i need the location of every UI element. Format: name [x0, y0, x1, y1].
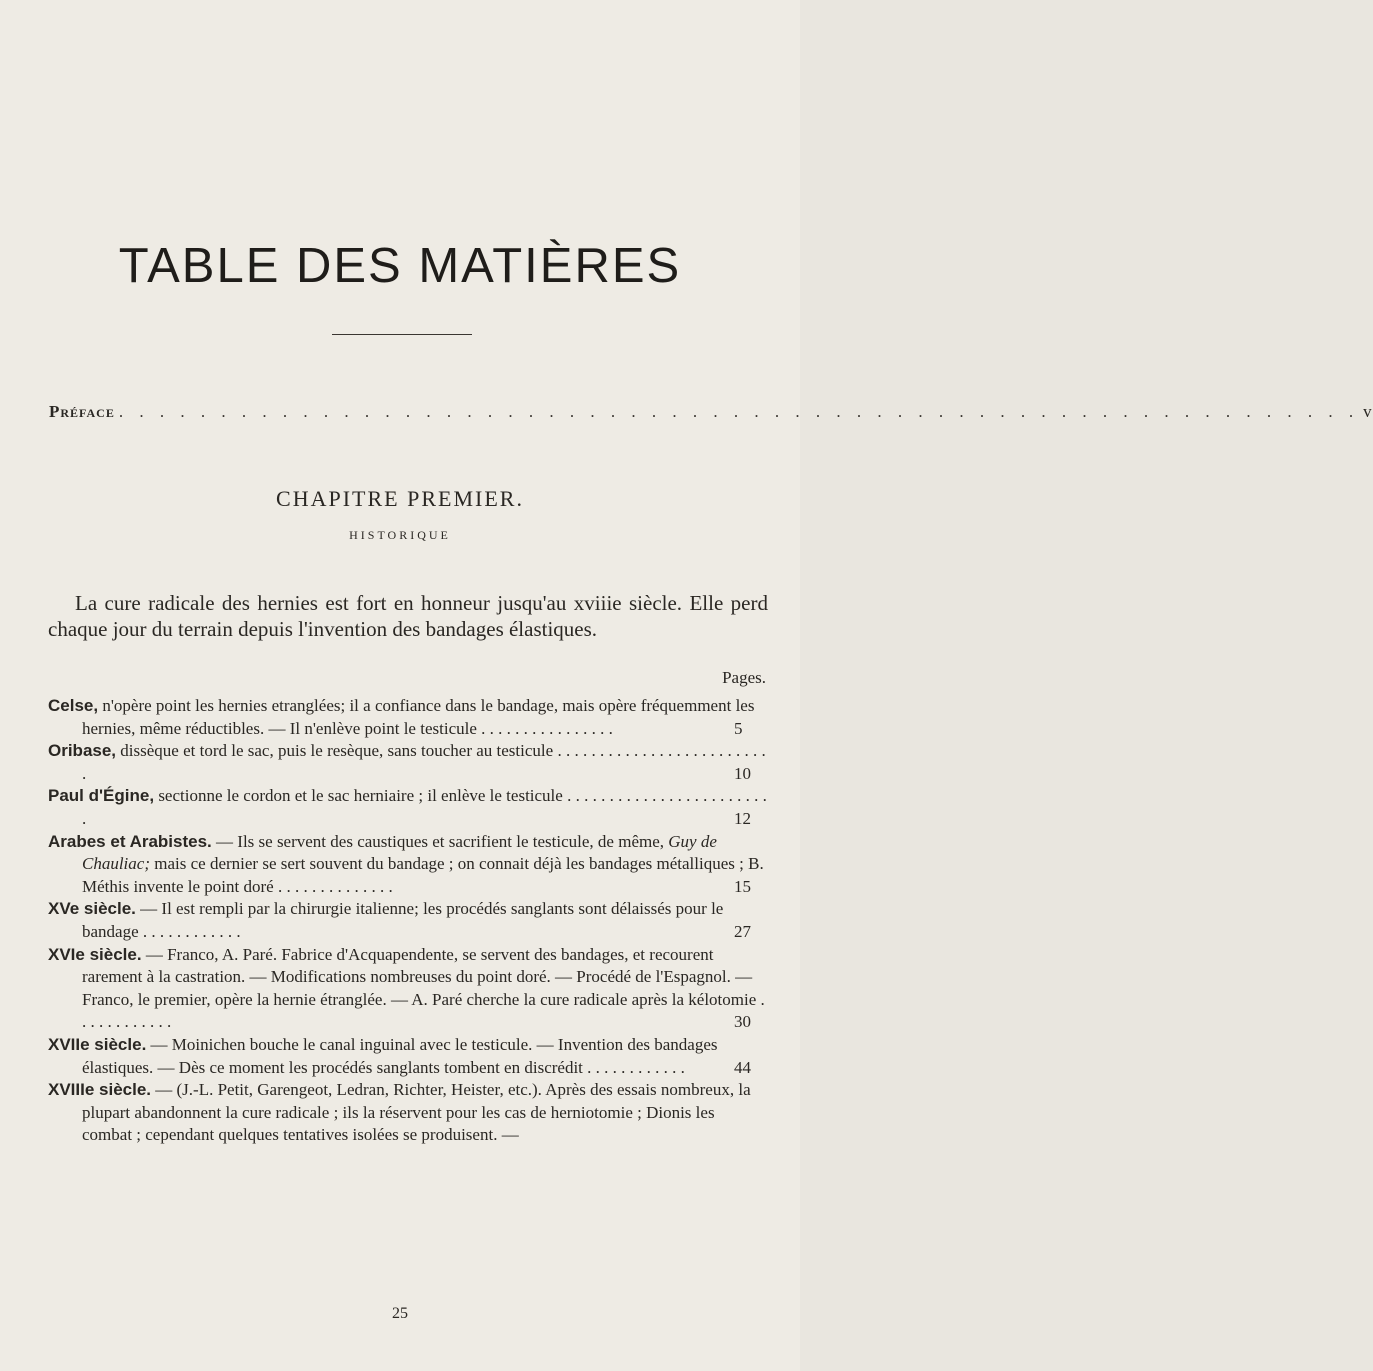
entry-emphasis: Guy de Chauliac; — [82, 831, 717, 874]
entry-body: dissèque et tord le sac, puis le resèque, sans toucher au testicule — [120, 741, 554, 761]
leader-dots: . . . . . . . . . . . . . . — [277, 876, 393, 896]
toc-entry: XVe siècle. — Il est rempli par la chirurgie italienne; les procédés sanglants sont délaissés pour le bandage . . . . . . . . . . . . 27 — [48, 899, 751, 941]
entry-head: Arabes et Arabistes. — [48, 831, 212, 851]
toc-entry: Celse, n'opère point les hernies etranglées; il a confiance dans le bandage, mais opère fréquemment les hernies, même réductibles. — Il n'enlève point le testicule . . . . . . . . . . . . . . . . 5 — [48, 696, 755, 738]
chapter-subheading: HISTORIQUE — [349, 528, 451, 542]
toc-entry: Paul d'Égine, sectionne le cordon et le sac herniaire ; il enlève le testicule . . . . . . . . . . . . . . . . . . . . . . . . . 12 — [48, 786, 767, 828]
entry-body: sectionne le cordon et le sac herniaire ; il enlève le testicule — [158, 786, 563, 806]
entry-body: — Ils se servent des caustiques et sacrifient le testicule, de même, — [216, 831, 665, 851]
preface-label: Préface — [49, 402, 115, 421]
leader-dots: . . . . . . . . . . . . . . . . . . . . . . . . . — [82, 786, 767, 828]
entry-body: — Il est rempli par la chirurgie italienne; les procédés sanglants sont délaissés pour le bandage — [82, 899, 724, 941]
leader-dots: . . . . . . . . . . . . — [142, 921, 241, 941]
chapter-intro — [48, 590, 768, 642]
entry-body: — Moinichen bouche le canal inguinal avec le testicule. — Invention des bandages élastiques. — Dès ce moment les procédés sanglants tombent en discrédit — [82, 1034, 718, 1077]
entry-body: mais ce dernier se sert souvent du bandage ; on connait déjà les bandages métalliques ; B. Méthis invente le point doré — [82, 854, 764, 896]
page-title: TABLE DES MATIÈRES — [118, 239, 682, 293]
entry-head: XVIIe siècle. — [48, 1034, 147, 1054]
entry-body: — (J.-L. Petit, Garengeot, Ledran, Richter, Heister, etc.). Après des essais nombreux, la plupart abandonnent la cure radicale ; ils la réservent pour les cas de herniotomie ; Dionis les combat ; cependant quelques tentatives isolées se produisent. — — [82, 1080, 751, 1145]
entry-head: XVe siècle. — [48, 899, 136, 919]
preface-entry — [49, 402, 1373, 422]
leader-dots: . . . . . . . . . . . . . . . . — [481, 718, 613, 738]
leader-dots: . . . . . . . . . . . . . . . . . . . . . . . . . . . . . . . . . . . . . . . . . . . . . . . . . . . . . . . . . . . . . — [118, 402, 1360, 421]
page-folio: 25 — [392, 1305, 408, 1322]
leader-dots: . . . . . . . . . . . . — [82, 989, 765, 1032]
toc-entry — [48, 1079, 768, 1147]
leader-dots: . . . . . . . . . . . . — [587, 1057, 685, 1077]
entry-head: Oribase, — [48, 741, 117, 761]
pages-column-label: Pages. — [722, 668, 766, 687]
entry-body: n'opère point les hernies etranglées; il a confiance dans le bandage, mais opère fréquemment les hernies, même réductibles. — Il n'enlève point le testicule — [82, 696, 755, 738]
toc-entry: Arabes et Arabistes. — Ils se servent des caustiques et sacrifient le testicule, de même, Guy de Chauliac; mais ce dernier se sert souvent du bandage ; on connait déjà les bandages métalliques ; B. Méthis invente le point doré . . . . . . . . . . . . . . 15 — [48, 831, 764, 896]
preface-page: v — [1363, 402, 1373, 421]
entry-head: XVIIIe siècle. — [48, 1080, 152, 1100]
entry-head: Paul d'Égine, — [48, 786, 155, 806]
toc-entries — [48, 695, 768, 1147]
entry-head: Celse, — [48, 696, 99, 715]
title-rule — [332, 334, 472, 335]
leader-dots: . . . . . . . . . . . . . . . . . . . . . . . . . . — [82, 741, 766, 783]
intro-text: La cure radicale des hernies est fort en honneur jusqu'au xviiie siècle. Elle perd chaque jour du terrain depuis l'invention des bandages élastiques. — [48, 591, 768, 641]
toc-entry: XVIIe siècle. — Moinichen bouche le canal inguinal avec le testicule. — Invention des bandages élastiques. — Dès ce moment les procédés sanglants tombent en discrédit . . . . . . . . . . . . 44 — [48, 1034, 751, 1077]
entry-head: XVIe siècle. — [48, 944, 142, 964]
toc-entry: Oribase, dissèque et tord le sac, puis le resèque, sans toucher au testicule . . . . . . . . . . . . . . . . . . . . . . . . . . 10 — [48, 741, 766, 783]
toc-entry: XVIe siècle. — Franco, A. Paré. Fabrice d'Acquapendente, se servent des bandages, et recourent rarement à la castration. — Modifications nombreuses du point doré. — Procédé de l'Espagnol. — Franco, le premier, opère la hernie étranglée. — A. Paré cherche la cure radicale après la kélotomie . . . . . . . . . . . . 30 — [48, 944, 765, 1032]
entry-body: — Franco, A. Paré. Fabrice d'Acquapendente, se servent des bandages, et recourent rarement à la castration. — Modifications nombreuses du point doré. — Procédé de l'Espagnol. — Franco, le premier, opère la hernie étranglée. — A. Paré cherche la cure radicale après la kélotomie — [82, 944, 757, 1009]
chapter-heading: CHAPITRE PREMIER. — [276, 486, 524, 511]
